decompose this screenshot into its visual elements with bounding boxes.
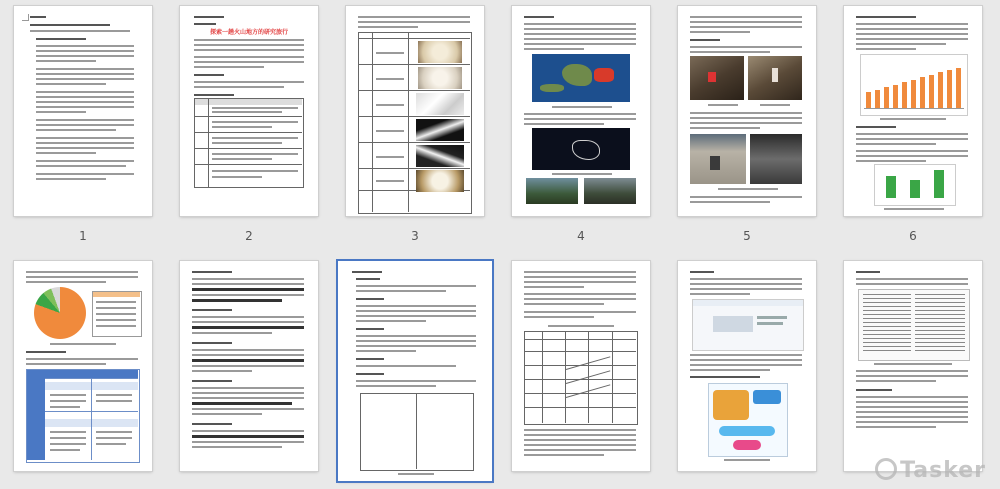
page-thumbnail-7[interactable]: [14, 261, 152, 471]
map-image: [532, 54, 630, 102]
building-image: [690, 134, 746, 184]
page-number-6: 6: [909, 229, 917, 243]
page-thumbnail-8[interactable]: [180, 261, 318, 471]
watermark-text: Tasker: [900, 458, 986, 483]
cave-image-2: [748, 56, 802, 100]
wrapper-image: [416, 119, 464, 141]
document-screenshot: [858, 289, 970, 361]
bar-chart-orange: [864, 58, 964, 112]
page-thumbnail-10[interactable]: [512, 261, 650, 471]
page-number-4: 4: [577, 229, 585, 243]
page-thumbnail-2[interactable]: [180, 6, 318, 216]
page-thumbnail-3[interactable]: [346, 6, 484, 216]
page-thumbnail-1[interactable]: [14, 6, 152, 216]
river-image: [526, 178, 578, 204]
bar-chart-green: [878, 166, 952, 202]
dough-image: [418, 67, 462, 89]
page-number-2: 2: [245, 229, 253, 243]
page-thumbnail-6[interactable]: [844, 6, 982, 216]
page-thumbnail-9[interactable]: [338, 261, 492, 481]
interior-image: [750, 134, 802, 184]
page-thumbnail-12[interactable]: [844, 261, 982, 471]
page-thumbnail-4[interactable]: [512, 6, 650, 216]
cave-image-1: [690, 56, 744, 100]
page-thumbnail-5[interactable]: [678, 6, 816, 216]
rice-image: [416, 170, 464, 192]
satellite-image: [532, 128, 630, 170]
page-number-3: 3: [411, 229, 419, 243]
tasker-watermark: [875, 458, 986, 483]
page-number-5: 5: [743, 229, 751, 243]
dumpling-image: [416, 93, 464, 115]
tasker-logo-icon: [875, 458, 897, 480]
promo-poster: [708, 383, 788, 457]
fold-image: [416, 145, 464, 167]
forest-image: [584, 178, 636, 204]
page-thumbnail-11[interactable]: [678, 261, 816, 471]
pie-chart: [34, 287, 86, 339]
page2-red-title: 探索一趟火山地方的研究旅行: [210, 29, 289, 36]
flour-image: [418, 41, 462, 63]
page-number-1: 1: [79, 229, 87, 243]
website-screenshot: [692, 299, 804, 351]
